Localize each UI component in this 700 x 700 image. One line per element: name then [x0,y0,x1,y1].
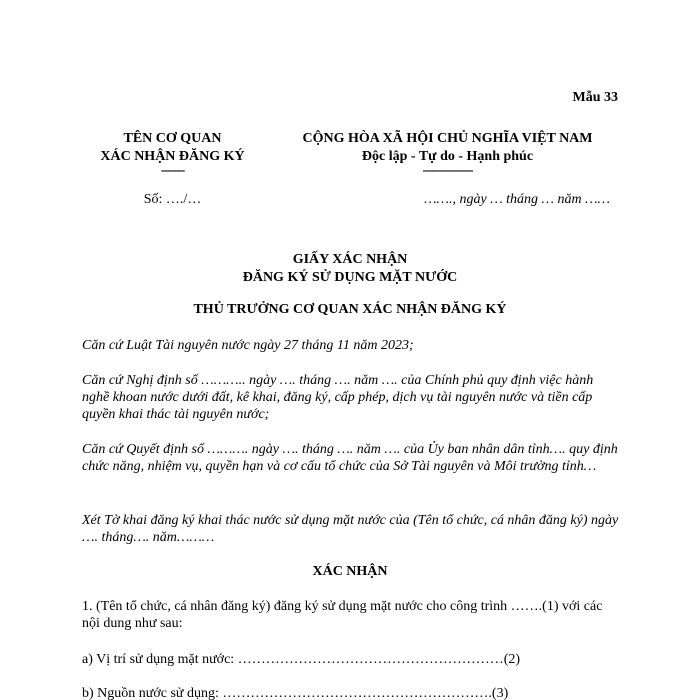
confirm-heading: XÁC NHẬN [312,564,388,579]
agency-header [70,130,275,176]
form-number: Mẫu 33 [572,90,618,105]
motto-rule: --------------- [422,162,473,177]
confirm-item-a: a) Vị trí sử dụng mặt nước: …………………………………………………(2) [82,652,521,667]
confirm-item-1: 1. (Tên tổ chức, cá nhân đăng ký) đăng ký sử dụng mặt nước cho công trình …….(1) với các nội dung như sau: [82,599,603,631]
issuing-authority: THỦ TRƯỞNG CƠ QUAN XÁC NHẬN ĐĂNG KÝ [193,302,507,317]
document-number: Số: …./… [143,192,202,207]
title-line-1: GIẤY XÁC NHẬN [292,252,408,267]
document-title [0,251,700,287]
legal-basis-4: Xét Tờ khai đăng ký khai thác nước sử dụng mặt nước của (Tên tổ chức, cá nhân đăng ký) ngày …. tháng…. năm……… [82,513,619,545]
legal-basis-3: Căn cứ Quyết định số ………. ngày …. tháng …. năm …. của Ủy ban nhân dân tỉnh…. quy định chức năng, nhiệm vụ, quyền hạn và cơ cấu tổ chức của Sở Tài nguyên và Môi trường tỉnh… [82,442,618,474]
country-name: CỘNG HÒA XÃ HỘI CHỦ NGHĨA VIỆT NAM [302,131,593,146]
document-date: ……., ngày … tháng … năm …… [424,192,610,207]
national-motto: Độc lập - Tự do - Hạnh phúc [361,149,534,164]
confirm-item-b: b) Nguồn nước sử dụng: ………………………………………………….(3) [82,686,509,700]
legal-basis-1: Căn cứ Luật Tài nguyên nước ngày 27 tháng 11 năm 2023; [82,338,414,353]
legal-basis-2: Căn cứ Nghị định số ……….. ngày …. tháng …. năm …. của Chính phủ quy định việc hành nghề khoan nước dưới đất, kê khai, đăng ký, cấp phép, dịch vụ tài nguyên nước và tiền cấp quyền khai thác tài nguyên nước; [82,373,594,422]
agency-subtitle: XÁC NHẬN ĐĂNG KÝ [100,149,245,164]
title-line-2: ĐĂNG KÝ SỬ DỤNG MẶT NƯỚC [242,270,458,285]
agency-rule: ------- [160,162,185,177]
agency-name: TÊN CƠ QUAN [123,131,222,146]
national-header [285,130,610,176]
